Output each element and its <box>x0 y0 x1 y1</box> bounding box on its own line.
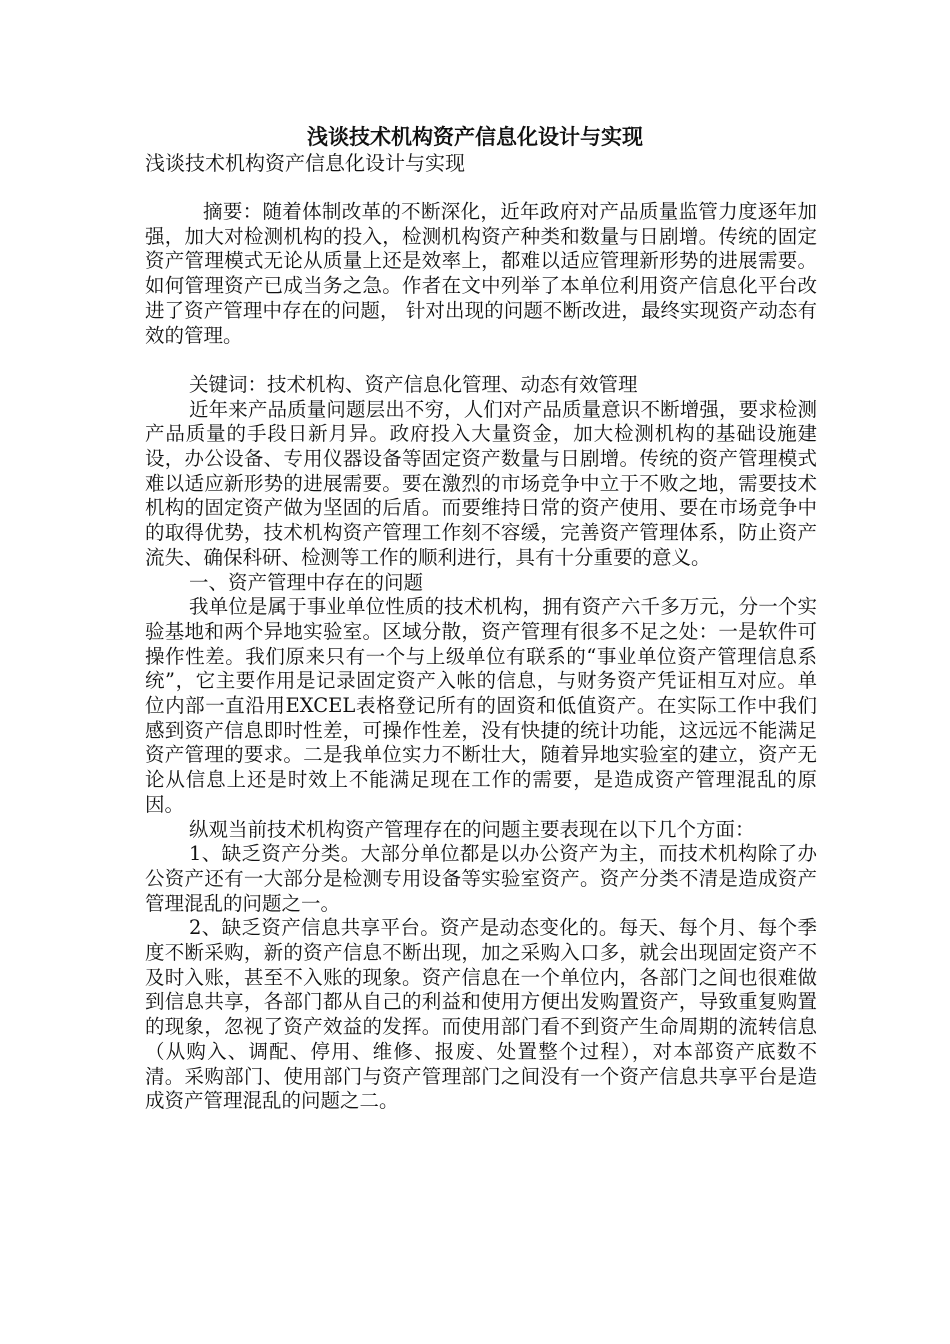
section-heading: 一、资产管理中存在的问题 <box>189 570 424 594</box>
body-paragraph: 近年来产品质量问题层出不穷，人们对产品质量意识不断增强，要求检测产品质量的手段日新月异。政府投入大量资金，加大检测机构的基础设施建设，办公设备、专用仪器设备等固定资产数量与日剧增。传统的资产管理模式难以适应新形势的进展需要。要在激烈的市场竞争中立于不败之地，需要技术机构的固定资产做为坚固的后盾。而要维持日常的资产使用、要在市场竞争中的取得优势，技术机构资产管理工作刻不容缓，完善资产管理体系，防止资产流失、确保科研、检测等工作的顺利进行，具有十分重要的意义。 <box>145 397 817 569</box>
keywords-line: 关键词：技术机构、资产信息化管理、动态有效管理 <box>189 372 638 396</box>
body-paragraph: 纵观当前技术机构资产管理存在的问题主要表现在以下几个方面： <box>189 817 755 841</box>
list-item-paragraph: 1、缺乏资产分类。大部分单位都是以办公资产为主，而技术机构除了办公资产还有一大部分是检测专用设备等实验室资产。资产分类不清是造成资产管理混乱的问题之一。 <box>145 842 817 915</box>
document-body <box>145 200 817 1114</box>
document-subtitle: 浅谈技术机构资产信息化设计与实现 <box>145 151 465 175</box>
body-paragraph: 我单位是属于事业单位性质的技术机构，拥有资产六千多万元，分一个实验基地和两个异地实验室。区域分散，资产管理有很多不足之处：一是软件可操作性差。我们原来只有一个与上级单位有联系的“事业单位资产管理信息系统”，它主要作用是记录固定资产入帐的信息，与财务资产凭证相互对应。单位内部一直沿用EXCEL表格登记所有的固资和低值资产。在实际工作中我们感到资产信息即时性差，可操作性差，没有快捷的统计功能，这远远不能满足资产管理的要求。二是我单位实力不断壮大，随着异地实验室的建立，资产无论从信息上还是时效上不能满足现在工作的需要，是造成资产管理混乱的原因。 <box>145 595 817 816</box>
document-title: 浅谈技术机构资产信息化设计与实现 <box>307 125 643 149</box>
abstract-paragraph: 摘要：随着体制改革的不断深化，近年政府对产品质量监管力度逐年加强，加大对检测机构的投入，检测机构资产种类和数量与日剧增。传统的固定资产管理模式无论从质量上还是效率上，都难以适应管理新形势的进展需要。如何管理资产已成当务之急。作者在文中列举了本单位利用资产信息化平台改进了资产管理中存在的问题， 针对出现的问题不断改进，最终实现资产动态有效的管理。 <box>145 200 817 347</box>
list-item-paragraph: 2、缺乏资产信息共享平台。资产是动态变化的。每天、每个月、每个季度不断采购，新的资产信息不断出现，加之采购入口多，就会出现固定资产不及时入账，甚至不入账的现象。资产信息在一个单位内，各部门之间也很难做到信息共享，各部门都从自己的利益和使用方便出发购置资产，导致重复购置的现象，忽视了资产效益的发挥。而使用部门看不到资产生命周期的流转信息（从购入、调配、停用、维修、报废、处置整个过程），对本部资产底数不清。采购部门、使用部门与资产管理部门之间没有一个资产信息共享平台是造成资产管理混乱的问题之二。 <box>145 916 817 1113</box>
